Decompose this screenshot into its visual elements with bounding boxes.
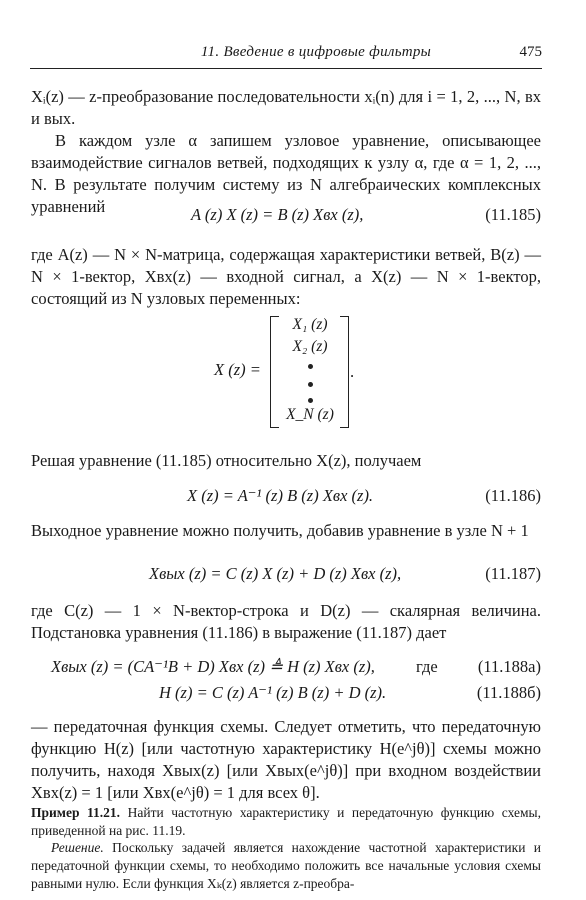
matrix-period: .: [350, 362, 355, 381]
example-11-21: [31, 804, 541, 840]
chapter-title: 11. Введение в цифровые фильтры: [200, 44, 432, 60]
paragraph-4: Решая уравнение (11.185) относительно X(z), получаем: [31, 451, 422, 470]
paragraph-2: В каждом узле α запишем узловое уравнение, описывающее взаимодействие сигналов ветвей, подходящих к узлу α, где α = 1, 2, ..., N. В результате получим систему из N алгебраических комплексных уравнений: [31, 131, 541, 216]
matrix-left-bracket: [270, 316, 279, 428]
paragraph-7: — передаточная функция схемы. Следует отметить, что передаточную функцию H(z) [или частотную характеристику H(e^jθ)] схемы можно получить, находя Xвых(z) [или Xвых(e^jθ)] при входном воздействии Xвх(z) = 1 [или Xвх(e^jθ) = 1 для всех θ].: [31, 717, 541, 802]
matrix-label: X (z) =: [214, 360, 261, 379]
equation-11-188b: [31, 681, 541, 707]
equation-number: (11.188а): [477, 657, 541, 676]
matrix-dot: [308, 398, 313, 403]
solution: [31, 839, 541, 893]
solution-text: Поскольку задачей является нахождение частотной характеристики и передаточной функции схемы, то необходимо положить все начальные условия схемы равными нулю. Если функция Xₖ(z) является z-преобра-: [31, 840, 541, 891]
matrix-dot: [308, 364, 313, 369]
equation-number: (11.187): [485, 564, 541, 583]
equation-number: (11.186): [485, 486, 541, 505]
equation-11-187: [31, 562, 541, 588]
example-label: Пример 11.21.: [31, 805, 121, 820]
running-header: [30, 42, 542, 69]
equation-11-185: [31, 203, 541, 229]
equation-number: (11.185): [485, 205, 541, 224]
equation-body: X (z) = A⁻¹ (z) B (z) Xвх (z).: [187, 486, 374, 505]
matrix-right-bracket: [340, 316, 349, 428]
paragraph-1: Xᵢ(z) — z-преобразование последовательности xᵢ(n) для i = 1, 2, ..., N, вх и вых.: [31, 87, 541, 128]
page-number: 475: [519, 44, 542, 60]
equation-body: Xвых (z) = (CA⁻¹B + D) Xвх (z) ≜ H (z) Xвх (z),: [51, 657, 375, 676]
paragraph-6: где C(z) — 1 × N-вектор-строка и D(z) — скалярная величина. Подстановка уравнения (11.186) в выражение (11.187) дает: [31, 601, 541, 642]
example-text: Найти частотную характеристику и передаточную функцию схемы, приведенной на рис. 11.19.: [31, 805, 541, 838]
paragraph-3: где A(z) — N × N-матрица, содержащая характеристики ветвей, B(z) — N × 1-вектор, Xвх(z) — входной сигнал, а X(z) — N × 1-вектор, состоящий из N узловых переменных:: [31, 245, 541, 308]
paragraph-5: Выходное уравнение можно получить, добавив уравнение в узле N + 1: [31, 521, 529, 540]
equation-11-188a: [31, 655, 541, 681]
matrix-entry-xn: X_N (z): [286, 406, 334, 423]
equation-body: Xвых (z) = C (z) X (z) + D (z) Xвх (z),: [149, 564, 402, 583]
solution-label: Решение.: [51, 840, 104, 855]
equation-body: A (z) X (z) = B (z) Xвх (z),: [191, 205, 364, 224]
matrix-entry-x2: X₂ (z): [292, 338, 328, 355]
equation-where-label: где: [416, 657, 438, 676]
equation-body: H (z) = C (z) A⁻¹ (z) B (z) + D (z).: [159, 683, 387, 702]
matrix-dot: [308, 382, 313, 387]
equation-number: (11.188б): [476, 683, 541, 702]
matrix-entry-x1: X₁ (z): [292, 316, 328, 333]
equation-11-186: [31, 484, 541, 510]
